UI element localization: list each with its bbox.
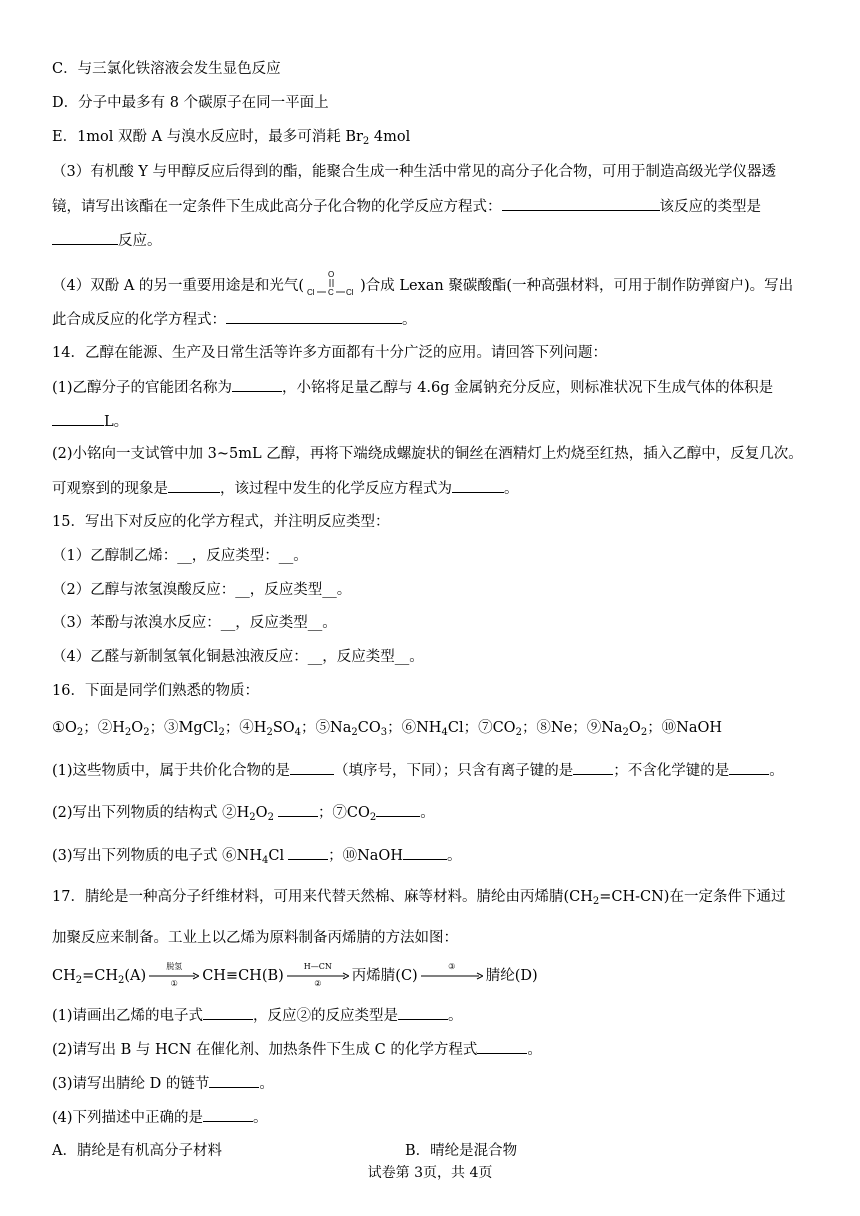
q14-1-line1 [52,377,830,398]
q13-3-text2: 镜，请写出该酯在一定条件下生成此高分子化合物的化学反应方程式： [52,199,502,215]
q15-3-text: （3）苯酚与浓溴水反应：__，反应类型__。 [52,615,337,631]
phosgene-cl-right: Cl [346,288,354,297]
substance: Cl [447,720,464,736]
substance: ；⑤Na [301,720,352,736]
q14-2-text3: ，该过程中发生的化学反应方程式为 [220,481,452,497]
answer-blank[interactable] [729,760,769,775]
arrow-condition: H—CN [303,962,332,971]
answer-blank[interactable] [203,1005,253,1020]
q17-3-text: (3)请写出腈纶 D 的链节 [52,1076,210,1092]
q13-3-text3: 该反应的类型是 [659,199,761,215]
q14-text: 14．乙醇在能源、生产及日常生活等许多方面都有十分广泛的应用。请回答下列问题： [52,345,607,361]
option-e [52,127,830,147]
q14-1-text3: L。 [104,414,129,430]
subscript: 4 [294,727,302,738]
q17-4 [52,1107,830,1128]
answer-blank[interactable] [52,230,118,245]
substance: ；⑩NaOH [647,720,723,736]
period: 。 [402,312,417,328]
q17-text3: 加聚反应来制备。工业上以乙烯为原料制备丙烯腈的方法如图： [52,930,458,946]
period: 。 [527,1042,542,1058]
q15-stem [52,512,830,532]
scheme-label-a: (A) [124,968,147,984]
q16-3-text: (3)写出下列物质的电子式 ⑥NH [52,848,262,864]
period: 。 [420,805,435,821]
q16-2-text: (2)写出下列物质的结构式 ②H [52,805,250,821]
period: 。 [259,1076,274,1092]
q14-2-text2: 可观察到的现象是 [52,481,168,497]
q16-text: 16．下面是同学们熟悉的物质： [52,683,259,699]
answer-blank[interactable] [226,309,402,324]
substance: SO [272,720,295,736]
formula: O [255,805,268,821]
phosgene-c: C [328,288,334,297]
q17-1-text: (1)请画出乙烯的电子式 [52,1008,204,1024]
answer-blank[interactable] [290,760,334,775]
q14-2-line2 [52,478,830,499]
phosgene-o: O [328,270,335,279]
substance: ；③MgCl [149,720,219,736]
scheme-acrylic-fiber: 腈纶(D) [485,968,538,984]
option-e-text: E．1mol 双酚 A 与溴水反应时，最多可消耗 Br [52,129,363,145]
reaction-arrow-2 [287,962,349,988]
answer-blank[interactable] [278,802,318,817]
reaction-scheme: $CH_2=CH_2(A)$ 脱氢 ① CH≡CH(B) H—CN ② 丙烯腈(C) ③ 腈纶(D) [52,962,538,988]
arrow-step: ② [314,979,322,988]
period: 。 [446,848,462,864]
q17-options [52,1141,830,1161]
q14-2-text: (2)小铭向一支试管中加 3~5mL 乙醇，再将下端绕成螺旋状的铜丝在酒精灯上灼烧至红热，插入乙醇中，反复几次。 [52,446,803,462]
subscript: 2 [640,727,648,738]
period: 。 [504,481,519,497]
substance: ；⑧Ne；⑨Na [521,720,623,736]
q17-stem-line1: 17．腈纶是一种高分子纤维材料，可用来代替天然棉、麻等材料。腈纶由丙烯腈$(CH_2=CH-CN)$在一定条件下通过 [52,889,786,907]
subscript: 2 [362,136,370,147]
q13-3-line3 [52,230,830,251]
reaction-arrow-3 [421,962,483,980]
substance: ①O [52,720,77,736]
q15-4-text: （4）乙醛与新制氢氧化铜悬浊液反应：__，反应类型__。 [52,649,424,665]
scheme-acrylonitrile: 丙烯腈(C) [351,968,418,984]
q15-4 [52,647,830,667]
q15-2 [52,580,830,600]
q16-3: (3)写出下列物质的电子式 $⑥NH_4Cl$ ；⑩NaOH 。 [52,845,830,866]
q17-1-text2: ，反应②的反应类型是 [253,1008,399,1024]
q13-3-text4: 反应。 [118,233,162,249]
answer-blank[interactable] [452,478,504,493]
option-e-text-end: 4mol [369,129,411,145]
q14-1-line2 [52,411,830,432]
phosgene-structure [306,268,358,304]
substance: ；⑥NH [387,720,442,736]
q16-1-text: (1)这些物质中，属于共价化合物的是 [52,763,291,779]
option-c [52,59,830,79]
page-footer: 试卷第 3页，共 4页 [367,1165,493,1181]
q16-2: (2)写出下列物质的结构式 $②H_2O_2$ ；$⑦CO_2$ 。 [52,802,830,823]
q14-1-text2: ，小铭将足量乙醇与 4.6g 金属钠充分反应，则标准状况下生成气体的体积是 [282,380,774,396]
answer-blank[interactable] [288,845,328,860]
subscript: 2 [622,727,629,738]
q16-1 [52,760,830,781]
answer-blank[interactable] [477,1039,527,1054]
q17-1 [52,1005,830,1026]
formula: Cl [268,848,285,864]
arrow-step: ③ [448,962,456,971]
q13-4-text3: 此合成反应的化学方程式： [52,312,226,328]
answer-blank[interactable] [209,1073,259,1088]
answer-blank[interactable] [403,845,447,860]
subscript: 4 [441,727,448,738]
substance: ；②H [83,720,125,736]
subscript: 2 [124,727,132,738]
answer-blank[interactable] [168,478,220,493]
subscript: 2 [351,727,358,738]
q17-2 [52,1039,830,1060]
option-b[interactable]: B．晴纶是混合物 [405,1143,518,1159]
option-d [52,93,830,113]
q15-3 [52,613,830,633]
answer-blank[interactable] [376,802,420,817]
phosgene-cl-left: Cl [307,288,315,297]
option-a[interactable]: A．腈纶是有机高分子材料 [52,1143,222,1159]
period: 。 [448,1008,463,1024]
q14-stem [52,343,830,363]
q16-stem [52,681,830,701]
scheme-acetylene: CH≡CH(B) [202,968,284,984]
q13-3-line1 [52,162,830,182]
subscript: 2 [266,727,273,738]
substance: ；④H [224,720,267,736]
substance: ；⑦CO [463,720,516,736]
q13-4-line1 [52,268,830,304]
q15-2-text: （2）乙醇与浓氢溴酸反应：__，反应类型__。 [52,582,352,598]
arrow-condition: 脱氢 [166,962,183,971]
substance: CO [357,720,381,736]
q15-1-text: （1）乙醇制乙烯：__，反应类型：__。 [52,548,308,564]
answer-blank[interactable] [573,760,613,775]
reaction-arrow-1 [149,962,199,988]
q13-3-text: （3）有机酸 Y 与甲醇反应后得到的酯，能聚合生成一种生活中常见的高分子化合物，可用于制造高级光学仪器透 [52,164,777,180]
substance: O [628,720,641,736]
option-c-text: C．与三氯化铁溶液会发生显色反应 [52,61,281,77]
arrow-step: ① [170,979,178,988]
q17-3 [52,1073,830,1094]
q17-4-text: (4)下列描述中正确的是 [52,1110,204,1126]
q15-1 [52,546,830,566]
answer-blank[interactable] [232,377,282,392]
q16-2-text2: ；⑦CO [317,805,370,821]
q14-1-text: (1)乙醇分子的官能团名称为 [52,380,233,396]
q14-2-line1 [52,444,830,464]
q16-1-text3: ；不含化学键的是 [613,763,730,779]
subscript: 2 [515,727,522,738]
q13-4-line2 [52,309,830,330]
q16-3-text2: ；⑩NaOH [328,848,403,864]
q13-3-line2 [52,196,830,217]
q13-4-text: （4）双酚 A 的另一重要用途是和光气( [52,278,305,294]
q17-text: 17．腈纶是一种高分子纤维材料，可用来代替天然棉、麻等材料。腈纶由丙烯腈(CH [52,889,593,905]
substance: O [131,720,144,736]
q17-text2: =CH-CN)在一定条件下通过 [599,889,786,905]
q15-text: 15．写出下对反应的化学方程式，并注明反应类型： [52,514,390,530]
option-d-text: D．分子中最多有 8 个碳原子在同一平面上 [52,95,329,111]
period: 。 [769,763,784,779]
q17-stem-line2 [52,928,830,948]
scheme-ethylene: =CH [82,968,119,984]
q17-2-text: (2)请写出 B 与 HCN 在催化剂、加热条件下生成 C 的化学方程式 [52,1042,478,1058]
q16-1-text2: （填序号，下同）；只含有离子键的是 [334,763,574,779]
subscript: 2 [76,727,84,738]
q13-4-text2: )合成 Lexan 聚碳酸酯(一种高强材料，可用于制作防弹窗户)。写出 [360,278,794,294]
answer-blank[interactable] [502,196,660,211]
subscript: 2 [143,727,150,738]
subscript: 3 [380,727,388,738]
scheme-ethylene: CH [52,968,76,984]
answer-blank[interactable] [398,1005,448,1020]
q16-substances [52,718,830,738]
answer-blank[interactable] [52,411,104,426]
subscript: 2 [218,727,225,738]
answer-blank[interactable] [203,1107,253,1122]
period: 。 [253,1110,268,1126]
